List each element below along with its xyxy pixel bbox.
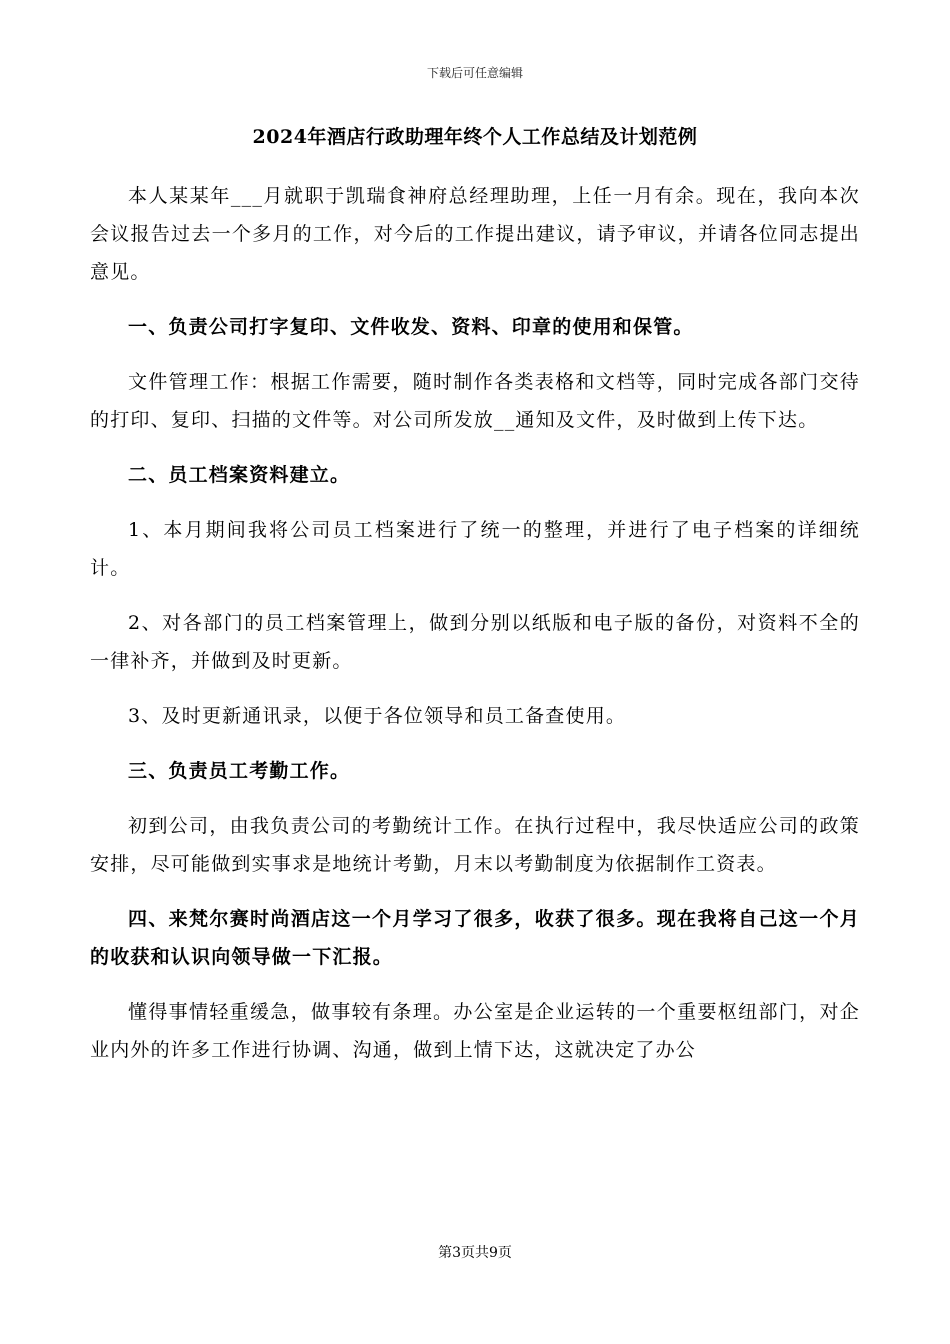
page-footer: 第3页共9页 bbox=[438, 1245, 512, 1261]
section-heading-4: 四、来梵尔赛时尚酒店这一个月学习了很多，收获了很多。现在我将自己这一个月的收获和认识向领导做一下汇报。 bbox=[90, 908, 860, 968]
section-heading-3: 三、负责员工考勤工作。 bbox=[128, 760, 351, 782]
document-title: 2024年酒店行政助理年终个人工作总结及计划范例 bbox=[252, 126, 698, 148]
paragraph-attendance: 初到公司，由我负责公司的考勤统计工作。在执行过程中，我尽快适应公司的政策安排，尽可能做到实事求是地统计考勤，月末以考勤制度为依据制作工资表。 bbox=[90, 815, 860, 875]
paragraph-archive-item-3: 3、及时更新通讯录，以便于各位领导和员工备查使用。 bbox=[128, 705, 627, 727]
paragraph-archive-item-1: 1、本月期间我将公司员工档案进行了统一的整理，并进行了电子档案的详细统计。 bbox=[90, 519, 860, 579]
paragraph-intro: 本人某某年___月就职于凯瑞食神府总经理助理，上任一月有余。现在，我向本次会议报告过去一个多月的工作，对今后的工作提出建议，请予审议，并请各位同志提出意见。 bbox=[90, 185, 860, 283]
paragraph-priorities: 懂得事情轻重缓急，做事较有条理。办公室是企业运转的一个重要枢纽部门，对企业内外的许多工作进行协调、沟通，做到上情下达，这就决定了办公 bbox=[90, 1001, 860, 1061]
document-body bbox=[90, 177, 860, 1086]
paragraph-archive-item-2: 2、对各部门的员工档案管理上，做到分别以纸版和电子版的备份，对资料不全的一律补齐，并做到及时更新。 bbox=[90, 612, 860, 672]
paragraph-file-management: 文件管理工作：根据工作需要，随时制作各类表格和文档等，同时完成各部门交待的打印、复印、扫描的文件等。对公司所发放__通知及文件，及时做到上传下达。 bbox=[90, 371, 860, 431]
section-heading-2: 二、员工档案资料建立。 bbox=[128, 464, 351, 486]
page-header: 下载后可任意编辑 bbox=[426, 66, 523, 80]
section-heading-1: 一、负责公司打字复印、文件收发、资料、印章的使用和保管。 bbox=[128, 316, 694, 338]
